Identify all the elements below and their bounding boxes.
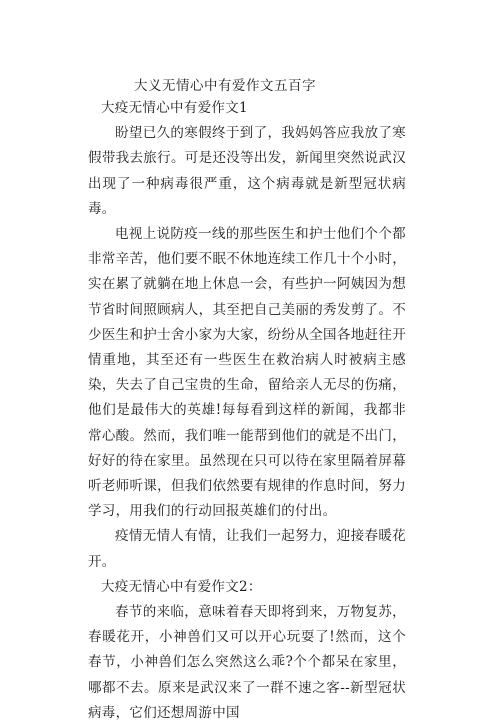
section-heading-2: 大疫无情心中有爱作文2： xyxy=(101,578,262,595)
document-title: 大义无情心中有爱作文五百字 xyxy=(134,78,316,94)
document-body xyxy=(88,96,406,726)
body-paragraph: 电视上说防疫一线的那些医生和护士他们个个都非常辛苦，他们要不眠不休地连续工作几十个小时，实在累了就躺在地上休息一会，有些护一阿姨因为想节省时间照顾病人，其至把自己美丽的秀发剪了。不少医生和护士舍小家为大家，纷纷从全国各地赶往开情重地，其至还有一些医生在救治病人时被病主感染，失去了自己宝贵的生命，留给亲人无尽的伤痛，他们是最伟大的英雄!每每看到这样的新闻，我都非常心酸。然而，我们唯一能帮到他们的就是不出门，好好的待在家里。虽然现在只可以待在家里隔着屏幕听老师听课，但我们依然要有规律的作息时间，努力学习，用我们的行动回报英雄们的付出。 xyxy=(88,226,406,520)
body-paragraph: 盼望已久的寒假终于到了，我妈妈答应我放了寒假带我去旅行。可是还没等出发，新闻里突然说武汉出现了一种病毒很严重，这个病毒就是新型冠状病毒。 xyxy=(88,125,406,217)
body-paragraph: 春节的来临，意味着春天即将到来，万物复苏，春暖花开，小神兽们又可以开心玩耍了!然而，这个春节，小神兽们怎么突然这么乖?个个都呆在家里，哪都不去。原来是武汉来了一群不速之客--新型冠状病毒，它们还想周游中国 xyxy=(88,604,406,721)
section-heading-1: 大疫无情心中有爱作文1 xyxy=(101,100,248,116)
body-paragraph: 疫情无情人有情，让我们一起努力，迎接春暖花开。 xyxy=(88,528,406,570)
